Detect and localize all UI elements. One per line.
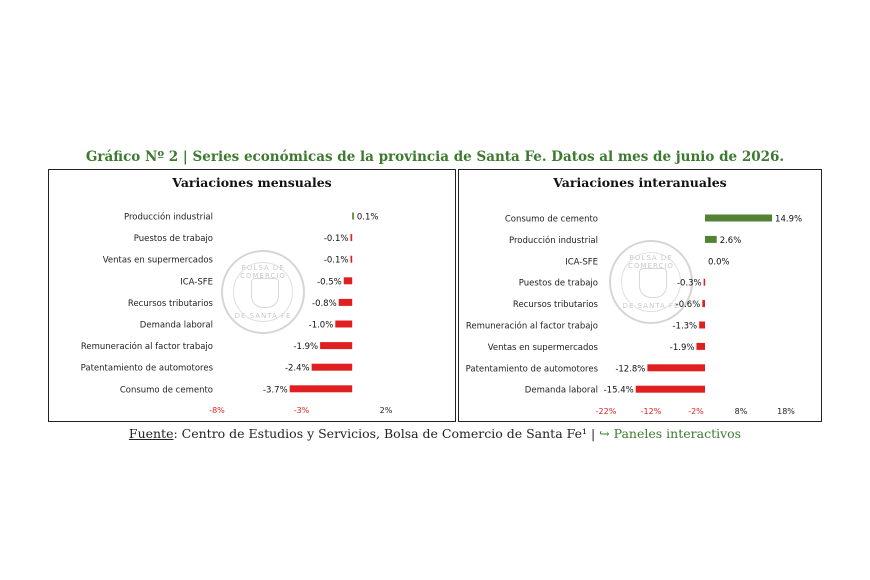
bar [320, 342, 352, 349]
bar [290, 385, 353, 392]
category-label: Recursos tributarios [127, 298, 213, 309]
category-label: Demanda laboral [139, 320, 213, 331]
category-label: Patentamiento de automotores [80, 363, 213, 374]
value-label: -3.7% [262, 385, 288, 396]
monthly-chart-panel [48, 169, 456, 422]
value-label: -1.9% [293, 342, 319, 353]
bar [352, 213, 354, 220]
x-tick-label: -2% [688, 407, 704, 416]
value-label: -1.3% [672, 321, 698, 332]
bar [339, 299, 353, 306]
seal-bottom-text: DE SANTA FE [234, 312, 292, 320]
seal-top-text: BOLSA DE COMERCIO [628, 254, 674, 270]
seal-bottom-text: DE SANTA FE [622, 302, 680, 310]
bar [704, 279, 706, 286]
bar [702, 300, 705, 307]
x-tick-label: 18% [777, 407, 795, 416]
bar [351, 234, 353, 241]
bar [705, 215, 772, 222]
value-label: -0.8% [312, 298, 337, 309]
category-label: ICA-SFE [180, 277, 213, 288]
x-tick-label: -3% [293, 406, 310, 415]
figure-title: Gráfico Nº 2 | Series económicas de la provincia de Santa Fe. Datos al mes de junio de 2026. [85, 149, 785, 165]
x-tick-label: -22% [595, 407, 617, 416]
category-label: Demanda laboral [524, 385, 598, 396]
bar [636, 386, 705, 393]
yearly-chart-panel [458, 169, 822, 422]
value-label: -0.3% [676, 278, 702, 289]
x-tick-label: 8% [734, 407, 748, 416]
value-label: -0.5% [317, 277, 342, 288]
category-label: Producción industrial [124, 212, 213, 223]
x-tick-label: 2% [379, 406, 393, 415]
category-label: Consumo de cemento [119, 385, 213, 396]
value-label: -2.4% [284, 363, 310, 374]
x-tick-label: -8% [209, 406, 225, 415]
source-text: : Centro de Estudios y Servicios, Bolsa de Comercio de Santa Fe¹ | [173, 426, 600, 441]
source-note [0, 426, 870, 441]
value-label: 0.1% [356, 212, 379, 223]
value-label: -0.1% [323, 255, 349, 266]
seal-top-text: BOLSA DE COMERCIO [240, 264, 286, 280]
monthly-bar-chart [49, 170, 455, 421]
bar [696, 343, 705, 350]
bar [335, 321, 352, 328]
category-label: Puestos de trabajo [518, 278, 598, 289]
bar [312, 364, 353, 371]
value-label: -1.0% [308, 320, 334, 331]
bar [705, 236, 717, 243]
bar [344, 277, 352, 284]
category-label: Producción industrial [509, 235, 598, 246]
value-label: -1.9% [669, 342, 695, 353]
bar [351, 256, 353, 263]
value-label: -0.6% [675, 300, 701, 311]
bar [699, 322, 705, 329]
source-label: Fuente [128, 426, 174, 441]
category-label: Remuneración al factor trabajo [80, 342, 213, 353]
category-label: Consumo de cemento [504, 214, 598, 225]
category-label: Puestos de trabajo [133, 234, 213, 245]
yearly-chart-title: Variaciones interanuales [553, 175, 727, 190]
x-tick-label: -12% [640, 407, 662, 416]
value-label: -0.1% [323, 234, 349, 245]
value-label: 14.9% [775, 214, 803, 225]
category-label: Patentamiento de automotores [465, 364, 598, 375]
value-label: 2.6% [719, 235, 742, 246]
value-label: 0.0% [708, 257, 730, 268]
yearly-bar-chart [459, 170, 821, 421]
interactive-panels-link[interactable]: ↪ Paneles interactivos [599, 426, 742, 441]
category-label: Recursos tributarios [512, 300, 598, 311]
category-label: Remuneración al factor trabajo [465, 321, 598, 332]
bar [647, 364, 705, 371]
value-label: -12.8% [615, 364, 646, 375]
value-label: -15.4% [603, 385, 634, 396]
category-label: Ventas en supermercados [102, 255, 213, 266]
monthly-chart-title: Variaciones mensuales [172, 175, 332, 190]
category-label: Ventas en supermercados [487, 342, 598, 353]
category-label: ICA-SFE [565, 257, 598, 268]
